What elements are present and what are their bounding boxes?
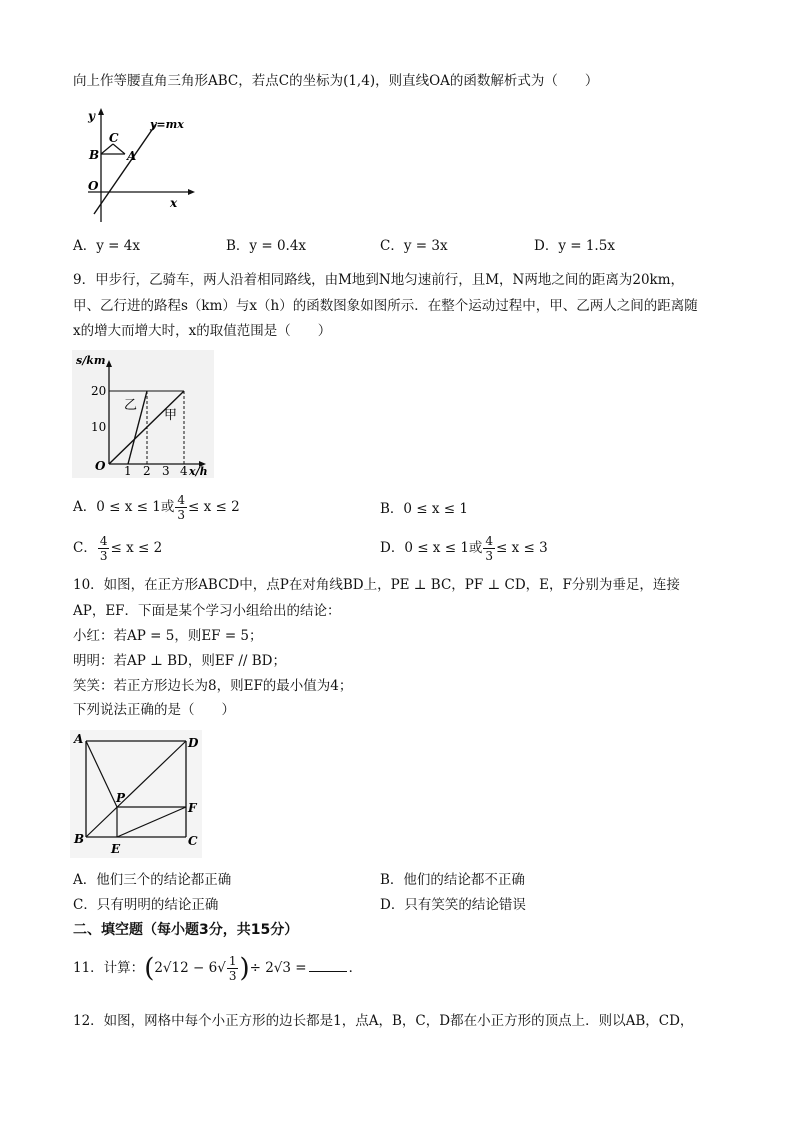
q9-origin-label: O <box>95 459 106 473</box>
q9-graph <box>72 350 214 478</box>
q8-origin-label: O <box>88 179 99 193</box>
q9-option-d: D．0 ≤ x ≤ 1或 $\frac{4}{3}$ ≤ x ≤ 3 <box>380 534 548 563</box>
q10-option-b: B．他们的结论都不正确 <box>380 872 525 888</box>
q8-line-label: y=mx <box>150 118 184 131</box>
q9-option-b: B．0 ≤ x ≤ 1 <box>380 501 469 517</box>
q9-line-3: x的增大而增大时，x的取值范围是（ ） <box>73 323 332 339</box>
q9-yi-label: 乙 <box>124 398 138 413</box>
q9-tick-4: 4 <box>180 464 188 478</box>
q9-tick-3: 3 <box>162 464 170 478</box>
q10-label-f: F <box>188 801 197 815</box>
q8-c-label: C <box>109 131 119 145</box>
q10-option-d: D．只有笑笑的结论错误 <box>380 897 526 913</box>
q9-tick-10: 10 <box>91 420 107 434</box>
q9-x-axis-label: x/h <box>189 465 208 478</box>
q10-option-c: C．只有明明的结论正确 <box>73 897 219 913</box>
q9-tick-1: 1 <box>124 464 132 478</box>
q10-label-a: A <box>74 732 84 746</box>
q9-option-a: A．0 ≤ x ≤ 1或 $\frac{4}{3}$ ≤ x ≤ 2 <box>73 493 240 522</box>
q10-label-d: D <box>188 736 199 750</box>
q10-label-c: C <box>188 834 198 848</box>
q10-option-a: A．他们三个的结论都正确 <box>73 872 232 888</box>
q8-option-c: C．y = 3x <box>380 238 448 254</box>
q8-b-label: B <box>89 148 100 162</box>
q8-option-d: D．y = 1.5x <box>534 238 615 254</box>
q10-line-2: AP，EF．下面是某个学习小组给出的结论： <box>73 603 341 619</box>
q10-line-1: 10．如图，在正方形ABCD中，点P在对角线BD上，PE ⊥ BC，PF ⊥ CD，E，F分别为垂足，连接 <box>73 577 680 593</box>
q8-x-label: x <box>170 196 178 210</box>
q9-tick-20: 20 <box>91 384 107 398</box>
q10-label-p: P <box>116 791 126 805</box>
q9-tick-2: 2 <box>143 464 151 478</box>
q10-square-figure <box>70 730 202 858</box>
q10-line-6: 下列说法正确的是（ ） <box>73 702 235 718</box>
q8-option-a: A．y = 4x <box>73 238 140 254</box>
q10-label-e: E <box>111 842 121 856</box>
q9-line-2: 甲、乙行进的路程s（km）与x（h）的函数图象如图所示．在整个运动过程中，甲、乙两人之间的距离随 <box>73 298 698 314</box>
section-2-heading: 二、填空题（每小题3分，共15分） <box>73 922 299 938</box>
q8-option-b: B．y = 0.4x <box>226 238 307 254</box>
q10-line-4: 明明：若AP ⊥ BD，则EF // BD； <box>73 653 287 669</box>
q11-answer-blank <box>309 959 347 972</box>
q8-y-label: y <box>88 109 95 123</box>
q10-line-5: 笑笑：若正方形边长为8，则EF的最小值为4； <box>73 678 353 694</box>
q9-jia-label: 甲 <box>164 408 178 423</box>
q10-line-3: 小红：若AP = 5，则EF = 5； <box>73 628 263 644</box>
q11-line: 11．计算：(2√12 − 6√ $\frac{1}{3}$ )÷ 2√3 = ． <box>73 953 363 984</box>
q9-line-1: 9．甲步行，乙骑车，两人沿着相同路线，由M地到N地匀速前行，且M，N两地之间的距离为20km， <box>73 272 685 288</box>
q9-y-axis-label: s/km <box>76 354 106 367</box>
q8-graph <box>78 104 198 226</box>
q8-a-label: A <box>127 149 137 163</box>
q9-option-c: C． $\frac{4}{3}$ ≤ x ≤ 2 <box>73 534 163 563</box>
q10-label-b: B <box>74 832 85 846</box>
q12-line-1: 12．如图，网格中每个小正方形的边长都是1，点A，B，C，D都在小正方形的顶点上．则以AB，CD， <box>73 1013 694 1029</box>
q8-stem: 向上作等腰直角三角形ABC，若点C的坐标为(1,4)，则直线OA的函数解析式为（ ） <box>73 73 599 89</box>
